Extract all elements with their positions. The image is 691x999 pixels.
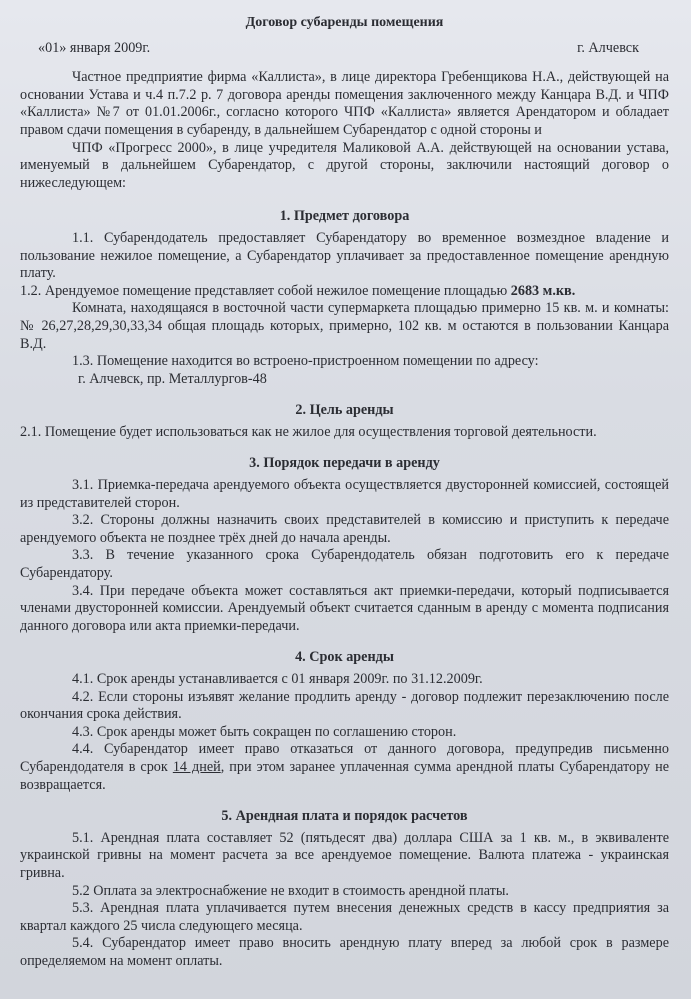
clause-5-1: 5.1. Арендная плата составляет 52 (пятьдесят два) доллара США за 1 кв. м., в эквиваленте украинской гривны на момент расчета за все арендуемое помещение. Валюта платежа - украинская гривна. — [20, 829, 669, 881]
clause-5-2: 5.2 Оплата за электроснабжение не входит в стоимость арендной платы. — [72, 882, 509, 899]
date-line — [20, 40, 669, 58]
clause-3-2: 3.2. Стороны должны назначить своих представителей в комиссию и приступить к передаче арендуемого объекта не позднее трёх дней до начала аренды. — [20, 512, 669, 546]
intro-party-1: Частное предприятие фирма «Каллиста», в лице директора Гребенщикова Н.А., действующей на основании Устава и ч.4 п.7.2 р. 7 договора аренды помещения заключенного между Канцара В.Д. и ЧПФ «Каллиста» №7 от 01.01.2006г., согласно которого ЧПФ «Каллиста» является Арендатором и обладает правом сдачи помещения в субаренду, в дальнейшем Субарендатор с одной стороны и — [20, 69, 669, 138]
section-3-heading: 3. Порядок передачи в аренду — [249, 455, 440, 472]
document-title: Договор субаренды помещения — [245, 15, 444, 30]
clause-1-2-rooms: Комната, находящаяся в восточной части супермаркета площадью примерно 15 кв. м. и комнаты: № 26,27,28,29,30,33,34 общая площадь которых, примерно, 102 кв. м остаются в пользовании Канцара В.Д. — [20, 300, 669, 352]
clause-4-3: 4.3. Срок аренды может быть сокращен по соглашению сторон. — [72, 723, 457, 740]
section-4-heading: 4. Срок аренды — [295, 649, 394, 666]
clause-3-4: 3.4. При передаче объекта может составляться акт приемки-передачи, который подписывается членами двусторонней комиссии. Арендуемый объект считается сданным в аренду с момента подписания данного договора или акта приемки-передачи. — [20, 582, 669, 634]
clause-4-4-text-a: 4.4. Субарендатор имеет право отказаться от данного договора, предупредив письменно Субарендодателя в срок — [20, 741, 669, 775]
clause-1-2-text: 1.2. Арендуемое помещение представляет собой нежилое помещение площадью — [20, 282, 511, 299]
section-2-heading: 2. Цель аренды — [295, 402, 394, 419]
clause-4-1: 4.1. Срок аренды устанавливается с 01 января 2009г. по 31.12.2009г. — [72, 671, 483, 687]
section-1-heading: 1. Предмет договора — [279, 208, 410, 225]
contract-date: «01» января 2009г. — [38, 39, 151, 56]
intro-party-2: ЧПФ «Прогресс 2000», в лице учредителя Маликовой А.А. действующей на основании устава, именуемый в дальнейшем Субарендатор, с другой стороны, заключили настоящий договор о нижеследующем: — [20, 139, 669, 191]
clause-4-2: 4.2. Если стороны изъявят желание продлить аренду - договор подлежит перезаключению после окончания срока действия. — [20, 688, 669, 723]
section-5-heading: 5. Арендная плата и порядок расчетов — [221, 808, 468, 825]
premises-address: г. Алчевск, пр. Металлургов-48 — [78, 370, 267, 387]
clause-4-4-text-b: , при этом заранее уплаченная сумма арендной платы Субарендатору не возвращается. — [20, 758, 670, 793]
clause-3-1: 3.1. Приемка-передача арендуемого объекта осуществляется двусторонней комиссией, состоящей из представителей сторон. — [20, 477, 669, 511]
clause-2-1: 2.1. Помещение будет использоваться как не жилое для осуществления торговой деятельности. — [20, 423, 597, 440]
notice-period: 14 дней — [172, 758, 221, 775]
contract-city: г. Алчевск — [577, 39, 639, 56]
clause-5-4: 5.4. Субарендатор имеет право вносить арендную плату вперед за любой срок в размере определяемом на момент оплаты. — [20, 935, 669, 969]
clause-1-1: 1.1. Субарендодатель предоставляет Субарендатору во временное возмездное владение и пользование нежилое помещение, а Субарендатор уплачивает за предоставленное помещение арендную плату. — [20, 229, 669, 282]
clause-4-4 — [20, 741, 669, 794]
clause-3-3: 3.3. В течение указанного срока Субарендодатель обязан подготовить его к передаче Субарендатору. — [20, 547, 669, 582]
clause-1-2 — [20, 283, 669, 301]
clause-1-3: 1.3. Помещение находится во встроено-пристроенном помещении по адресу: — [72, 353, 539, 370]
clause-1-2-area: 2683 м.кв. — [510, 282, 576, 299]
clause-5-3: 5.3. Арендная плата уплачивается путем внесения денежных средств в кассу предприятия за квартал каждого 25 числа следующего месяца. — [20, 900, 669, 934]
